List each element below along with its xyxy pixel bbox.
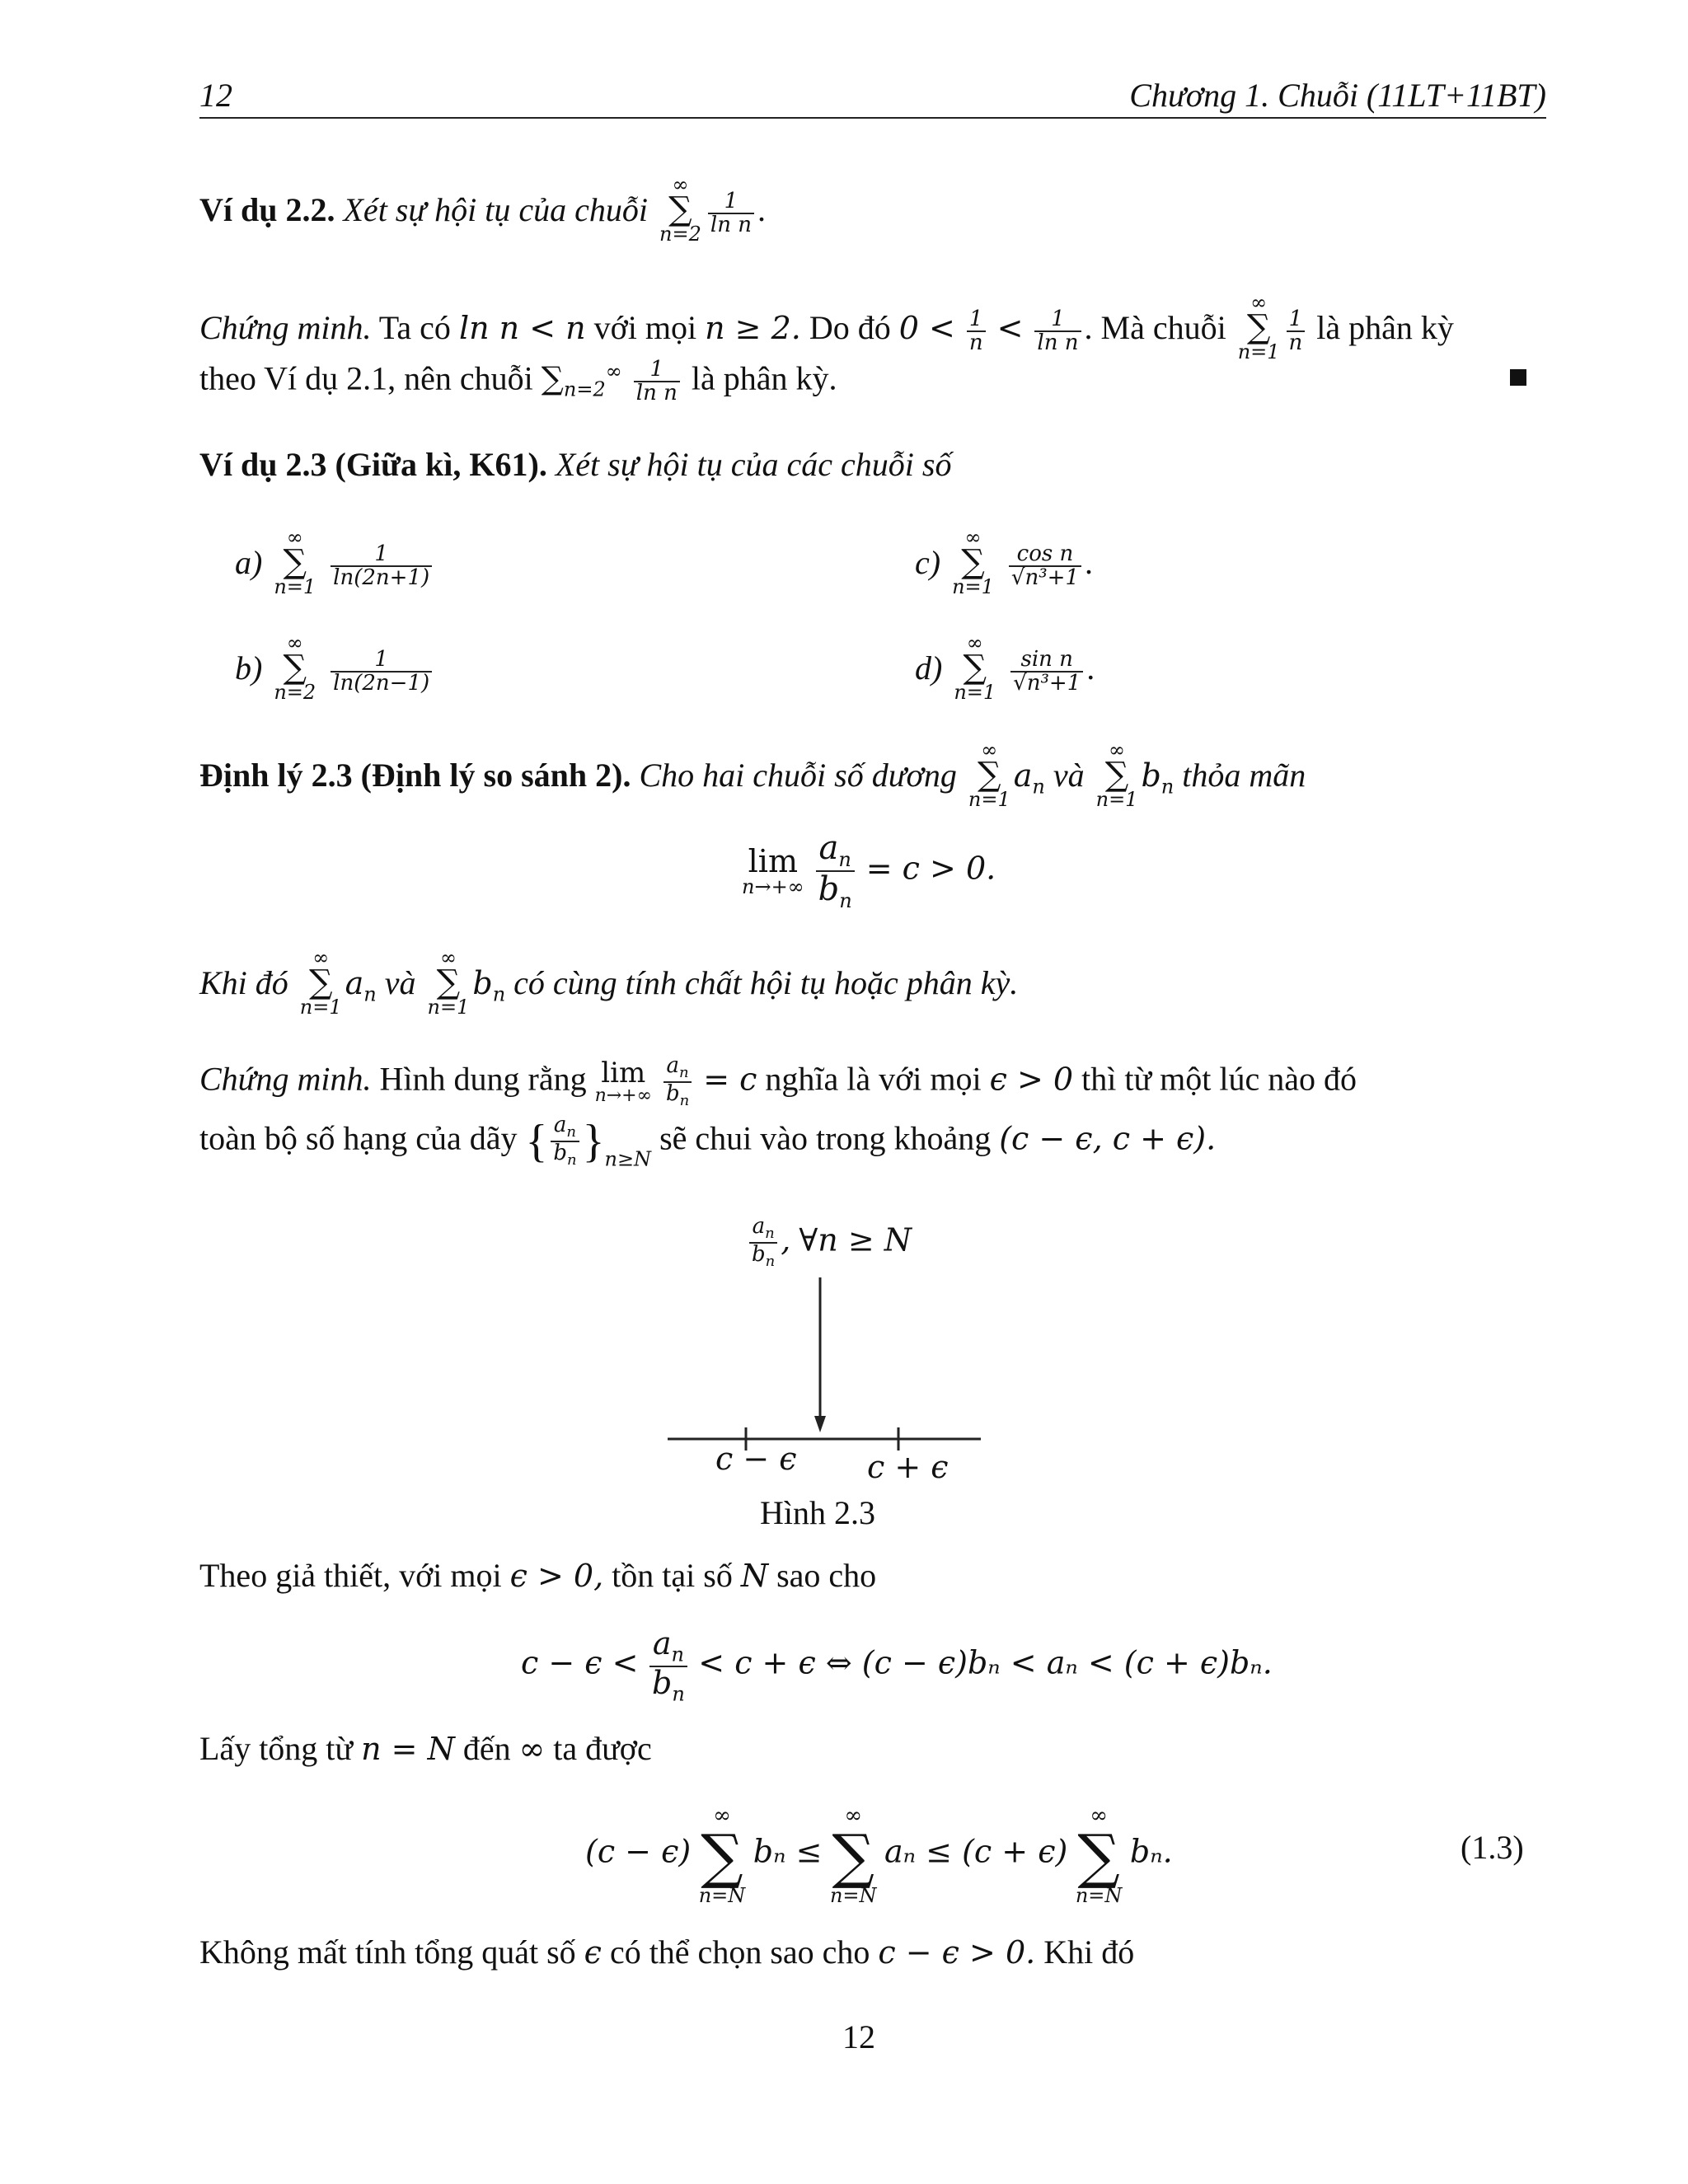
proof-2-line-1: Chứng minh. Hình dung rằng lim n→+∞ $\frac{a_n}{b_n}$ = c nghĩa là với mọi ϵ > 0 thì từ một lúc nào đó: [199, 1053, 1357, 1110]
interval-diagram: [659, 1277, 989, 1475]
exercise-item-a: a) ∞ ∑ n=1 $\frac{1}{\ln(2n+1)}$: [235, 527, 435, 597]
footer-page-number: 12: [842, 2018, 875, 2055]
limit-display: lim n→+∞ $\frac{a_n}{b_n}$ = c > 0.: [742, 829, 996, 913]
example-label: Ví dụ 2.2.: [199, 191, 335, 228]
fraction: $\frac{1}{\text{ln n}}$: [708, 190, 754, 237]
paragraph-1: Theo giả thiết, với mọi ϵ > 0, tồn tại số N sao cho: [199, 1557, 877, 1594]
equation-number: (1.3): [1461, 1829, 1524, 1866]
proof-text: Do đó: [809, 309, 891, 346]
theorem-label: Định lý 2.3 (Định lý so sánh 2).: [199, 757, 631, 794]
arrow-head: [814, 1416, 826, 1432]
proof-1-line-1: Chứng minh. Ta có ln n < n với mọi n ≥ 2. Do đó 0 < $\frac{1}{n}$ < $\frac{1}{\text{ln n}}$ . Mà chuỗi ∞ ∑ n=1 $\frac{1}{n}$ là phân kỳ: [199, 291, 1454, 363]
fraction: $\frac{1}{\text{ln n}}$: [634, 359, 680, 405]
series-sum: ∞ ∑ n=1: [1237, 291, 1280, 363]
math-inline: n ≥ 2.: [705, 310, 801, 346]
fraction: $\frac{1}{n}$: [1287, 308, 1306, 355]
math-inline: 0 <: [898, 310, 955, 346]
header-chapter-title: Chương 1. Chuỗi (11LT+11BT): [1129, 77, 1546, 114]
example-2-3: [199, 445, 951, 484]
proof-text: là phân kỳ.: [691, 359, 837, 397]
header-rule: [199, 117, 1546, 119]
proof-text: là phân kỳ: [1316, 309, 1454, 346]
proof-text: Ta có: [378, 309, 451, 346]
paragraph-2: Lấy tổng từ n = N đến ∞ ta được: [199, 1730, 652, 1767]
proof-text: với mọi: [593, 309, 697, 346]
figure-top-label: $\frac{a_n}{b_n}$ , ∀n ≥ N: [746, 1216, 912, 1270]
proof-1-line-2: theo Ví dụ 2.1, nên chuỗi $\sum_{n=2}^\infty$ $\frac{1}{\text{ln n}}$ là phân kỳ.: [199, 357, 837, 406]
left-tick-label: c − ϵ: [715, 1441, 797, 1477]
proof-2-line-2: toàn bộ số hạng của dãy { $\frac{a_n}{b_n}$ }$_{n\ge N}$ sẽ chui vào trong khoảng (c − ϵ, c + ϵ).: [199, 1113, 1217, 1171]
header-page-number: 12: [199, 77, 232, 114]
exercise-item-d: d) ∞ ∑ n=1 $\frac{\text{sin n}}{\text{√n³+1}}$ .: [915, 631, 1095, 704]
right-tick-label: c + ϵ: [867, 1449, 949, 1485]
exercise-item-b: b) ∞ ∑ n=2 $\frac{1}{\ln(2n-1)}$: [235, 633, 435, 702]
proof-text: theo Ví dụ 2.1, nên chuỗi: [199, 359, 533, 397]
example-statement: Xét sự hội tụ của các chuỗi số: [555, 446, 952, 483]
series-sum: ∞ ∑ n=2: [659, 173, 701, 246]
theorem-text: Cho hai chuỗi số dương: [639, 757, 957, 794]
exercise-item-c: c) ∞ ∑ n=1 $\frac{\text{cos n}}{\text{√n³+1}}$ .: [915, 526, 1093, 598]
figure-caption: Hình 2.3: [760, 1494, 875, 1531]
equation-2: (c − ϵ) ∞ ∑ n=N bₙ ≤ ∞ ∑ n=N aₙ ≤ (c + ϵ) ∞ ∑ n=N bₙ.: [585, 1803, 1173, 1907]
fraction: $\frac{1}{n}$: [967, 308, 986, 355]
fraction: $\frac{1}{\text{ln n}}$: [1034, 308, 1081, 355]
example-2-2: Ví dụ 2.2. Xét sự hội tụ của chuỗi ∞ ∑ n=2 $\frac{1}{\text{ln n}}$ .: [199, 173, 766, 246]
example-statement: Xét sự hội tụ của chuỗi: [343, 191, 649, 228]
qed-square: [1510, 369, 1526, 386]
math-inline: ln n < n: [458, 310, 586, 346]
proof-text: Mà chuỗi: [1100, 309, 1226, 346]
theorem-2-3: Định lý 2.3 (Định lý so sánh 2). Cho hai chuỗi số dương ∞ ∑ n=1 $a_n$ và ∞ ∑ n=1 $b_n$ thỏa mãn: [199, 738, 1306, 811]
paragraph-3: Không mất tính tổng quát số ϵ có thể chọn sao cho c − ϵ > 0. Khi đó: [199, 1933, 1135, 1971]
proof-label: Chứng minh.: [199, 1060, 372, 1098]
theorem-conclusion: Khi đó ∞ ∑ n=1 $a_n$ và ∞ ∑ n=1 $b_n$ có cùng tính chất hội tụ hoặc phân kỳ.: [199, 946, 1019, 1019]
example-label: Ví dụ 2.3 (Giữa kì, K61).: [199, 446, 547, 483]
equation-1: c − ϵ < $\frac{a_n}{b_n}$ < c + ϵ ⇔ (c − ϵ)bₙ < aₙ < (c + ϵ)bₙ.: [521, 1625, 1273, 1706]
proof-label: Chứng minh.: [199, 309, 372, 346]
